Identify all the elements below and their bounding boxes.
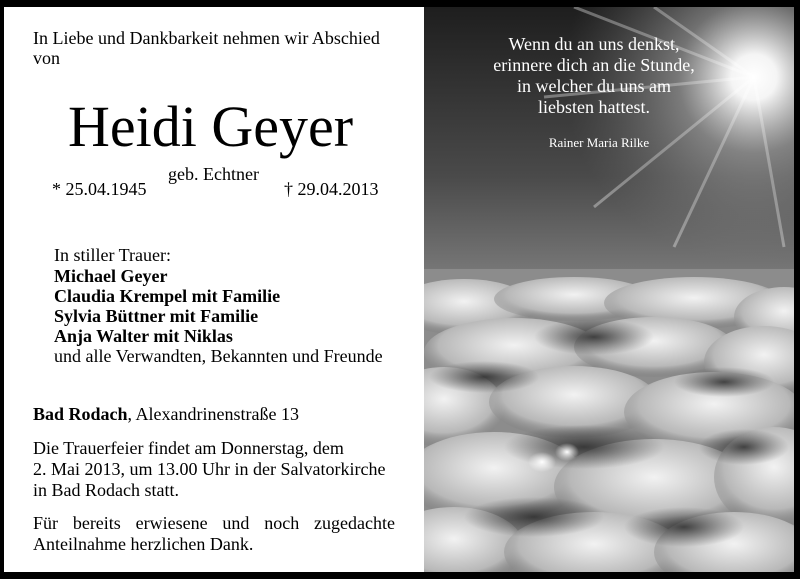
funeral-line-1: Die Trauerfeier findet am Donnerstag, dem	[33, 438, 344, 458]
mourners-others: und alle Verwandten, Bekannten und Freunde	[54, 346, 383, 366]
quote-line: in welcher du uns am	[517, 76, 671, 96]
funeral-line-2: 2. Mai 2013, um 13.00 Uhr in der Salvatorkirche	[33, 459, 386, 479]
death-date: † 29.04.2013	[284, 179, 379, 199]
maiden-name: geb. Echtner	[168, 164, 259, 184]
address-line	[33, 404, 299, 424]
thanks-text: Für bereits erwiesene und noch zugedachte Anteilnahme herzlichen Dank.	[33, 513, 395, 554]
mourner-name: Anja Walter mit Niklas	[54, 326, 233, 346]
quote-line: erinnere dich an die Stunde,	[493, 55, 695, 75]
quote-line: Wenn du an uns denkst,	[508, 34, 680, 54]
intro-line-2: von	[33, 48, 60, 68]
mourner-name: Claudia Krempel mit Familie	[54, 286, 281, 306]
address-street: , Alexandrinenstraße 13	[127, 404, 299, 424]
intro-line-1: In Liebe und Dankbarkeit nehmen wir Abschied	[33, 28, 380, 48]
deceased-name: Heidi Geyer	[68, 94, 354, 159]
birth-date: * 25.04.1945	[52, 179, 147, 199]
address-city: Bad Rodach	[33, 404, 128, 424]
funeral-line-3: in Bad Rodach statt.	[33, 480, 179, 500]
sun-over-clouds-photo	[424, 7, 794, 572]
quote-line: liebsten hattest.	[538, 97, 650, 117]
quote-block	[424, 34, 764, 118]
quote-author: Rainer Maria Rilke	[548, 135, 650, 150]
mourner-name: Michael Geyer	[54, 266, 168, 286]
mourners-heading: In stiller Trauer:	[54, 245, 171, 265]
notice-text-panel	[4, 7, 424, 572]
mourner-name: Sylvia Büttner mit Familie	[54, 306, 259, 326]
